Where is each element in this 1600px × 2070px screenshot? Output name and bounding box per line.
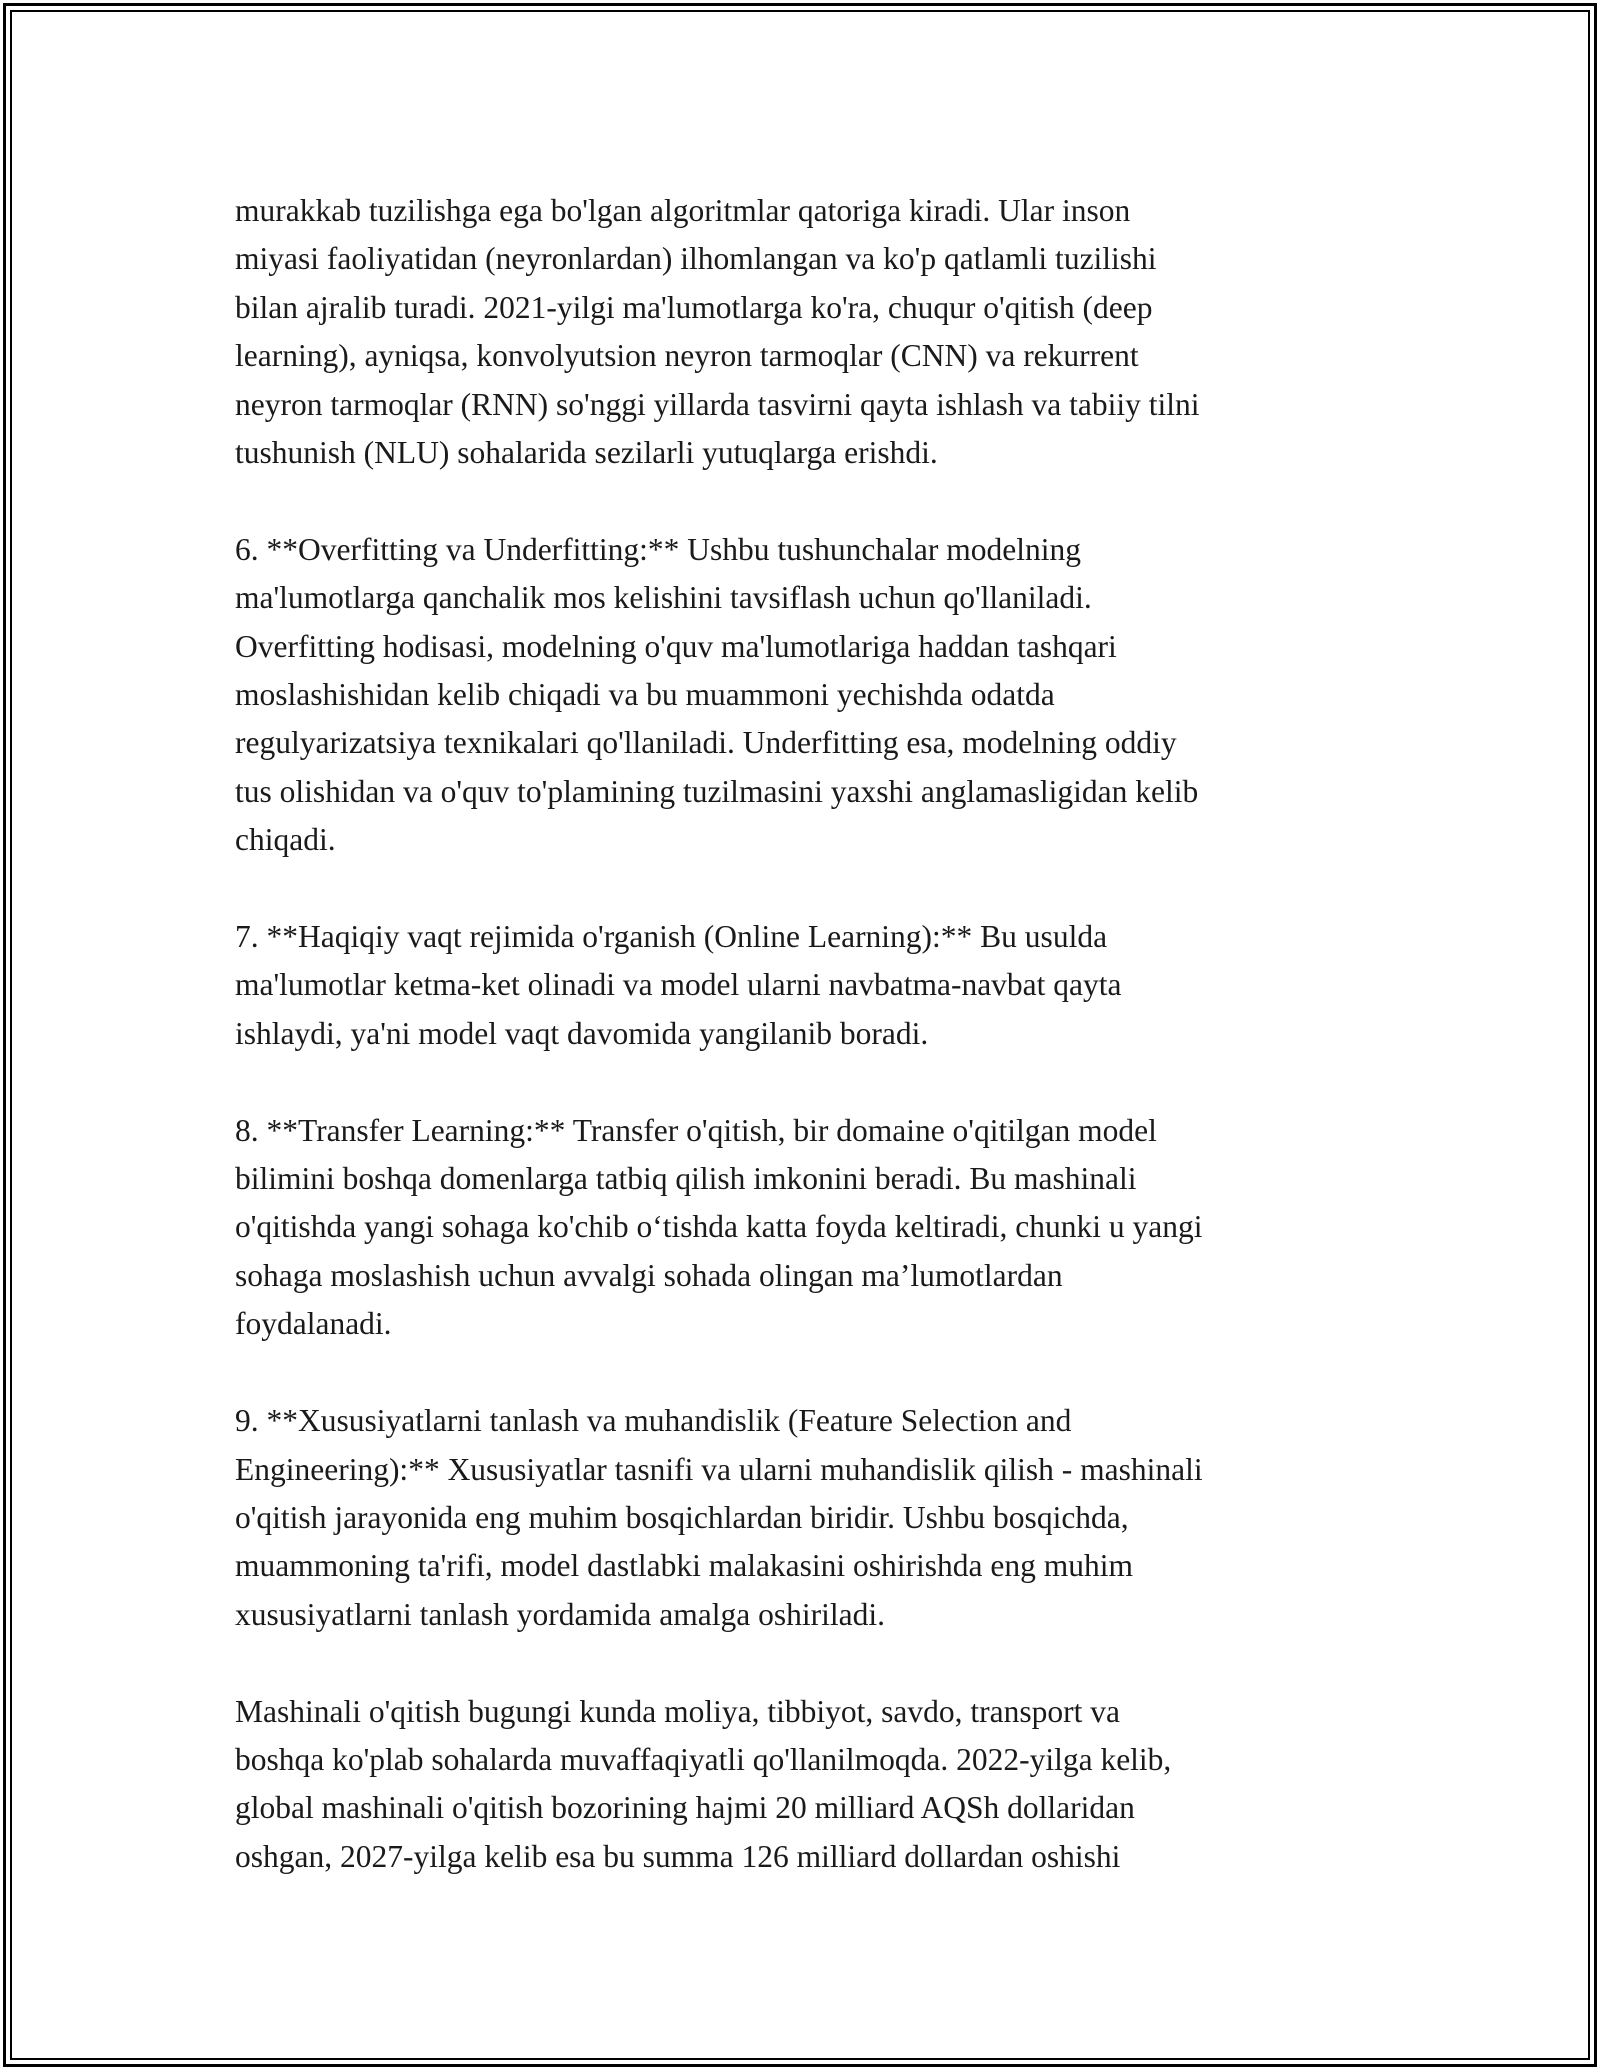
paragraph-feature-selection <box>235 1397 1370 1639</box>
paragraph-deep-learning <box>235 187 1370 477</box>
paragraph-overfitting <box>235 526 1370 865</box>
text-line: ishlaydi, ya'ni model vaqt davomida yangilanib boradi. <box>235 1015 929 1051</box>
document-body <box>235 187 1370 1881</box>
text-line: 6. **Overfitting va Underfitting:** Ushbu tushunchalar modelning <box>235 531 1081 567</box>
text-line: Engineering):** Xususiyatlar tasnifi va ularni muhandislik qilish - mashinali <box>235 1451 1203 1487</box>
text-line: neyron tarmoqlar (RNN) so'nggi yillarda tasvirni qayta ishlash va tabiiy tilni <box>235 386 1200 422</box>
text-line: tus olishidan va o'quv to'plamining tuzilmasini yaxshi anglamasligidan kelib <box>235 773 1199 809</box>
text-line: muammoning ta'rifi, model dastlabki malakasini oshirishda eng muhim <box>235 1548 1134 1584</box>
text-line: moslashishidan kelib chiqadi va bu muammoni yechishda odatda <box>235 677 1055 713</box>
text-line: o'qitish jarayonida eng muhim bosqichlardan biridir. Ushbu bosqichda, <box>235 1499 1129 1535</box>
text-line: chiqadi. <box>235 822 336 858</box>
text-line: tushunish (NLU) sohalarida sezilarli yutuqlarga erishdi. <box>235 435 938 471</box>
text-line: oshgan, 2027-yilga kelib esa bu summa 126 milliard dollardan oshishi <box>235 1838 1121 1874</box>
text-line: Overfitting hodisasi, modelning o'quv ma'lumotlariga haddan tashqari <box>235 628 1117 664</box>
text-line: ma'lumotlarga qanchalik mos kelishini tavsiflash uchun qo'llaniladi. <box>235 580 1092 616</box>
text-line: 8. **Transfer Learning:** Transfer o'qitish, bir domaine o'qitilgan model <box>235 1112 1157 1148</box>
text-line: regulyarizatsiya texnikalari qo'llaniladi. Underfitting esa, modelning oddiy <box>235 725 1177 761</box>
text-line: ma'lumotlar ketma-ket olinadi va model ularni navbatma-navbat qayta <box>235 967 1122 1003</box>
text-line: Mashinali o'qitish bugungi kunda moliya, tibbiyot, savdo, transport va <box>235 1693 1120 1729</box>
text-line: murakkab tuzilishga ega bo'lgan algoritmlar qatoriga kiradi. Ular inson <box>235 193 1131 228</box>
paragraph-online-learning <box>235 913 1370 1058</box>
text-line: sohaga moslashish uchun avvalgi sohada olingan ma’lumotlardan <box>235 1257 1063 1293</box>
paragraph-transfer-learning <box>235 1107 1370 1349</box>
text-line: 9. **Xususiyatlarni tanlash va muhandislik (Feature Selection and <box>235 1403 1072 1439</box>
text-line: miyasi faoliyatidan (neyronlardan) ilhomlangan va ko'p qatlamli tuzilishi <box>235 241 1157 277</box>
paragraph-market-summary <box>235 1688 1370 1882</box>
text-line: xususiyatlarni tanlash yordamida amalga oshiriladi. <box>235 1596 885 1632</box>
text-line: o'qitishda yangi sohaga ko'chib o‘tishda katta foyda keltiradi, chunki u yangi <box>235 1209 1203 1245</box>
text-line: bilimini boshqa domenlarga tatbiq qilish imkonini beradi. Bu mashinali <box>235 1161 1137 1197</box>
text-line: bilan ajralib turadi. 2021-yilgi ma'lumotlarga ko'ra, chuqur o'qitish (deep <box>235 289 1153 325</box>
text-line: 7. **Haqiqiy vaqt rejimida o'rganish (Online Learning):** Bu usulda <box>235 919 1108 955</box>
text-line: global mashinali o'qitish bozorining hajmi 20 milliard AQSh dollaridan <box>235 1790 1135 1826</box>
text-line: foydalanadi. <box>235 1306 392 1342</box>
text-line: learning), ayniqsa, konvolyutsion neyron tarmoqlar (CNN) va rekurrent <box>235 338 1139 374</box>
text-line: boshqa ko'plab sohalarda muvaffaqiyatli qo'llanilmoqda. 2022-yilga kelib, <box>235 1741 1172 1777</box>
